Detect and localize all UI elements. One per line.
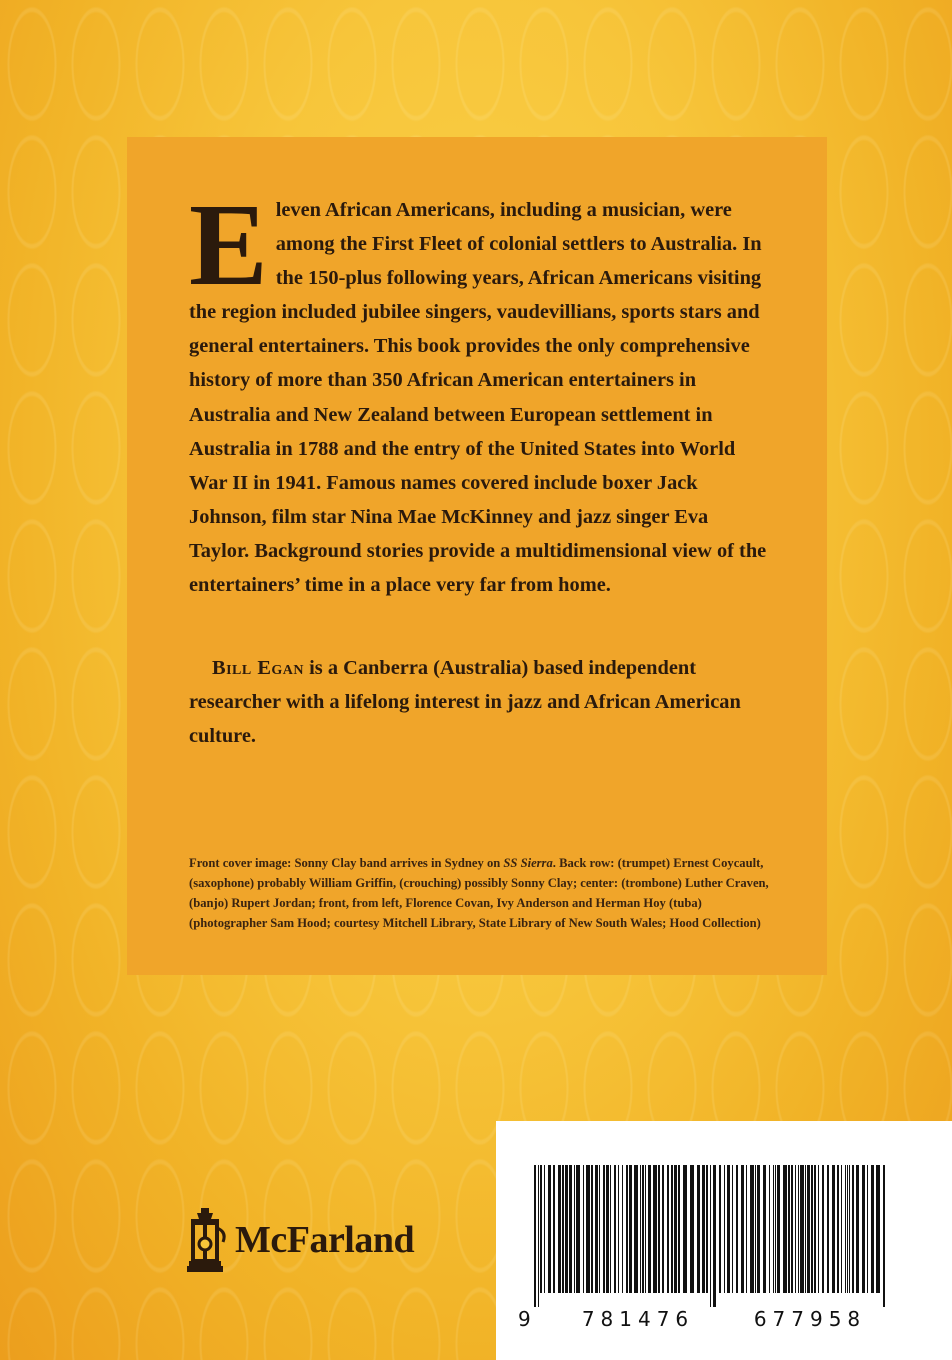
barcode-bar xyxy=(757,1165,760,1293)
barcode-bar xyxy=(629,1165,632,1293)
barcode-bar xyxy=(683,1165,687,1293)
barcode-bar xyxy=(591,1165,593,1293)
description-text: leven African Americans, including a musician, were among the First Fleet of colonial settlers to Australia. In the 150-plus following years, African Americans visiting the region included jubilee singers, vaudevillians, sports stars and general entertainers. This book provides the only comprehensive history of more than 350 African American entertainers in Australia and New Zealand between European settlement in Australia in 1788 and the entry of the United States into World War II in 1941. Famous names covered include boxer Jack Johnson, film star Nina Mae McKinney and jazz singer Eva Taylor. Background stories provide a multidimensional view of the entertainers’ time in a place very far from home. xyxy=(189,199,767,597)
barcode-bar xyxy=(626,1165,628,1293)
barcode-bar xyxy=(642,1165,644,1293)
barcode-bar xyxy=(852,1165,854,1293)
barcode-bar xyxy=(576,1165,580,1293)
barcode-bar xyxy=(562,1165,564,1293)
barcode-bar xyxy=(811,1165,813,1293)
barcode-bar xyxy=(713,1165,716,1307)
barcode-bar xyxy=(769,1165,770,1293)
barcode-bar xyxy=(662,1165,664,1293)
cover-image-caption xyxy=(189,853,779,933)
barcode-bar xyxy=(832,1165,835,1293)
barcode-bar xyxy=(645,1165,646,1293)
barcode-bar xyxy=(719,1165,721,1293)
barcode-bar xyxy=(805,1165,806,1293)
isbn-right-group: 677958 xyxy=(753,1307,867,1331)
barcode-bar xyxy=(565,1165,568,1293)
barcode-bar xyxy=(622,1165,623,1293)
caption-prefix: Front cover image: Sonny Clay band arrives in Sydney on xyxy=(189,856,504,870)
barcode-bar xyxy=(755,1165,756,1293)
barcode-bar xyxy=(671,1165,673,1293)
barcode-bar xyxy=(702,1165,705,1293)
barcode-bar xyxy=(818,1165,819,1293)
barcode-bar xyxy=(697,1165,700,1293)
barcode-bar xyxy=(614,1165,616,1293)
caption-ship-name: SS Sierra xyxy=(503,856,553,870)
barcode-bar xyxy=(610,1165,611,1293)
barcode-bar xyxy=(678,1165,680,1293)
barcode-bar xyxy=(750,1165,754,1293)
barcode-bar xyxy=(800,1165,804,1293)
barcode-bar xyxy=(773,1165,774,1293)
barcode-bar xyxy=(862,1165,865,1293)
barcode-bar xyxy=(871,1165,874,1293)
isbn-prefix-digit: 9 xyxy=(518,1307,533,1331)
barcode-bar xyxy=(618,1165,619,1293)
barcode-bar xyxy=(548,1165,551,1293)
barcode-bar xyxy=(534,1165,536,1307)
barcode-bar xyxy=(540,1165,542,1293)
publisher-logo xyxy=(183,1205,414,1275)
barcode-bar xyxy=(791,1165,793,1293)
barcode-bar xyxy=(658,1165,660,1293)
lantern-icon xyxy=(183,1208,227,1272)
caption-rest: . Back row: (trumpet) Ernest Coycault, (saxophone) probably William Griffin, (crouching) possibly Sonny Clay; center: (trombone) Luther Craven, (banjo) Rupert Jordan; front, from left, Florence Covan, Ivy Anderson and Herman Hoy (tuba) (photographer Sam Hood; courtesy Mitchell Library, State Library of New South Wales; Hood Collection) xyxy=(189,856,769,930)
barcode-bar xyxy=(706,1165,708,1293)
book-description xyxy=(189,179,769,602)
barcode-bar xyxy=(798,1165,799,1293)
barcode-bar xyxy=(574,1165,575,1293)
barcode-bar xyxy=(788,1165,790,1293)
barcode-bar xyxy=(599,1165,600,1293)
barcode-bar xyxy=(841,1165,842,1293)
drop-cap: E xyxy=(189,179,268,310)
barcode-bar xyxy=(634,1165,638,1293)
barcode-bar xyxy=(553,1165,555,1293)
barcode-bar xyxy=(856,1165,859,1293)
barcode-bar xyxy=(777,1165,780,1293)
author-bio-text: is a Canberra (Australia) based independent researcher with a lifelong interest in jazz and African American culture. xyxy=(189,657,741,748)
barcode-bar xyxy=(741,1165,744,1293)
barcode-bar xyxy=(783,1165,787,1293)
barcode-bar xyxy=(606,1165,609,1293)
barcode-bar xyxy=(883,1165,885,1307)
barcode-bar xyxy=(822,1165,824,1293)
barcode-bar xyxy=(595,1165,598,1293)
barcode-bar xyxy=(544,1165,545,1293)
barcode-bar xyxy=(583,1165,584,1293)
publisher-name: McFarland xyxy=(235,1219,415,1261)
barcode-bar xyxy=(849,1165,850,1293)
barcode-bar xyxy=(558,1165,561,1293)
barcode-bar xyxy=(746,1165,747,1293)
barcode-bar xyxy=(827,1165,829,1293)
barcode-bar xyxy=(569,1165,572,1293)
barcode-bar xyxy=(648,1165,651,1293)
barcode-bar xyxy=(710,1165,711,1307)
author-bio xyxy=(189,651,769,753)
barcode-bar xyxy=(867,1165,868,1293)
barcode-bar xyxy=(807,1165,810,1293)
barcode-bar xyxy=(732,1165,733,1293)
author-name: Bill Egan xyxy=(212,657,305,679)
barcode-bar xyxy=(727,1165,730,1293)
barcode-bar xyxy=(586,1165,590,1293)
isbn-left-group: 781476 xyxy=(581,1307,695,1331)
barcode-bar xyxy=(763,1165,766,1293)
barcode-bar xyxy=(845,1165,846,1293)
barcode-bar xyxy=(876,1165,880,1293)
barcode-bar xyxy=(690,1165,694,1293)
barcode-bar xyxy=(837,1165,839,1293)
text-panel xyxy=(127,137,827,975)
barcode-bar xyxy=(775,1165,776,1293)
barcode-bar xyxy=(724,1165,725,1293)
isbn-number xyxy=(518,1307,908,1331)
barcode-bar xyxy=(653,1165,657,1293)
isbn-barcode xyxy=(534,1165,888,1307)
barcode-bar xyxy=(736,1165,738,1293)
barcode-bar xyxy=(847,1165,848,1293)
barcode-bar xyxy=(603,1165,605,1293)
barcode-bar xyxy=(640,1165,641,1293)
barcode-bar xyxy=(674,1165,677,1293)
barcode-bar xyxy=(538,1165,539,1307)
barcode-bar xyxy=(667,1165,669,1293)
barcode-bar xyxy=(814,1165,816,1293)
barcode-bar xyxy=(795,1165,796,1293)
barcode-label xyxy=(496,1121,952,1360)
